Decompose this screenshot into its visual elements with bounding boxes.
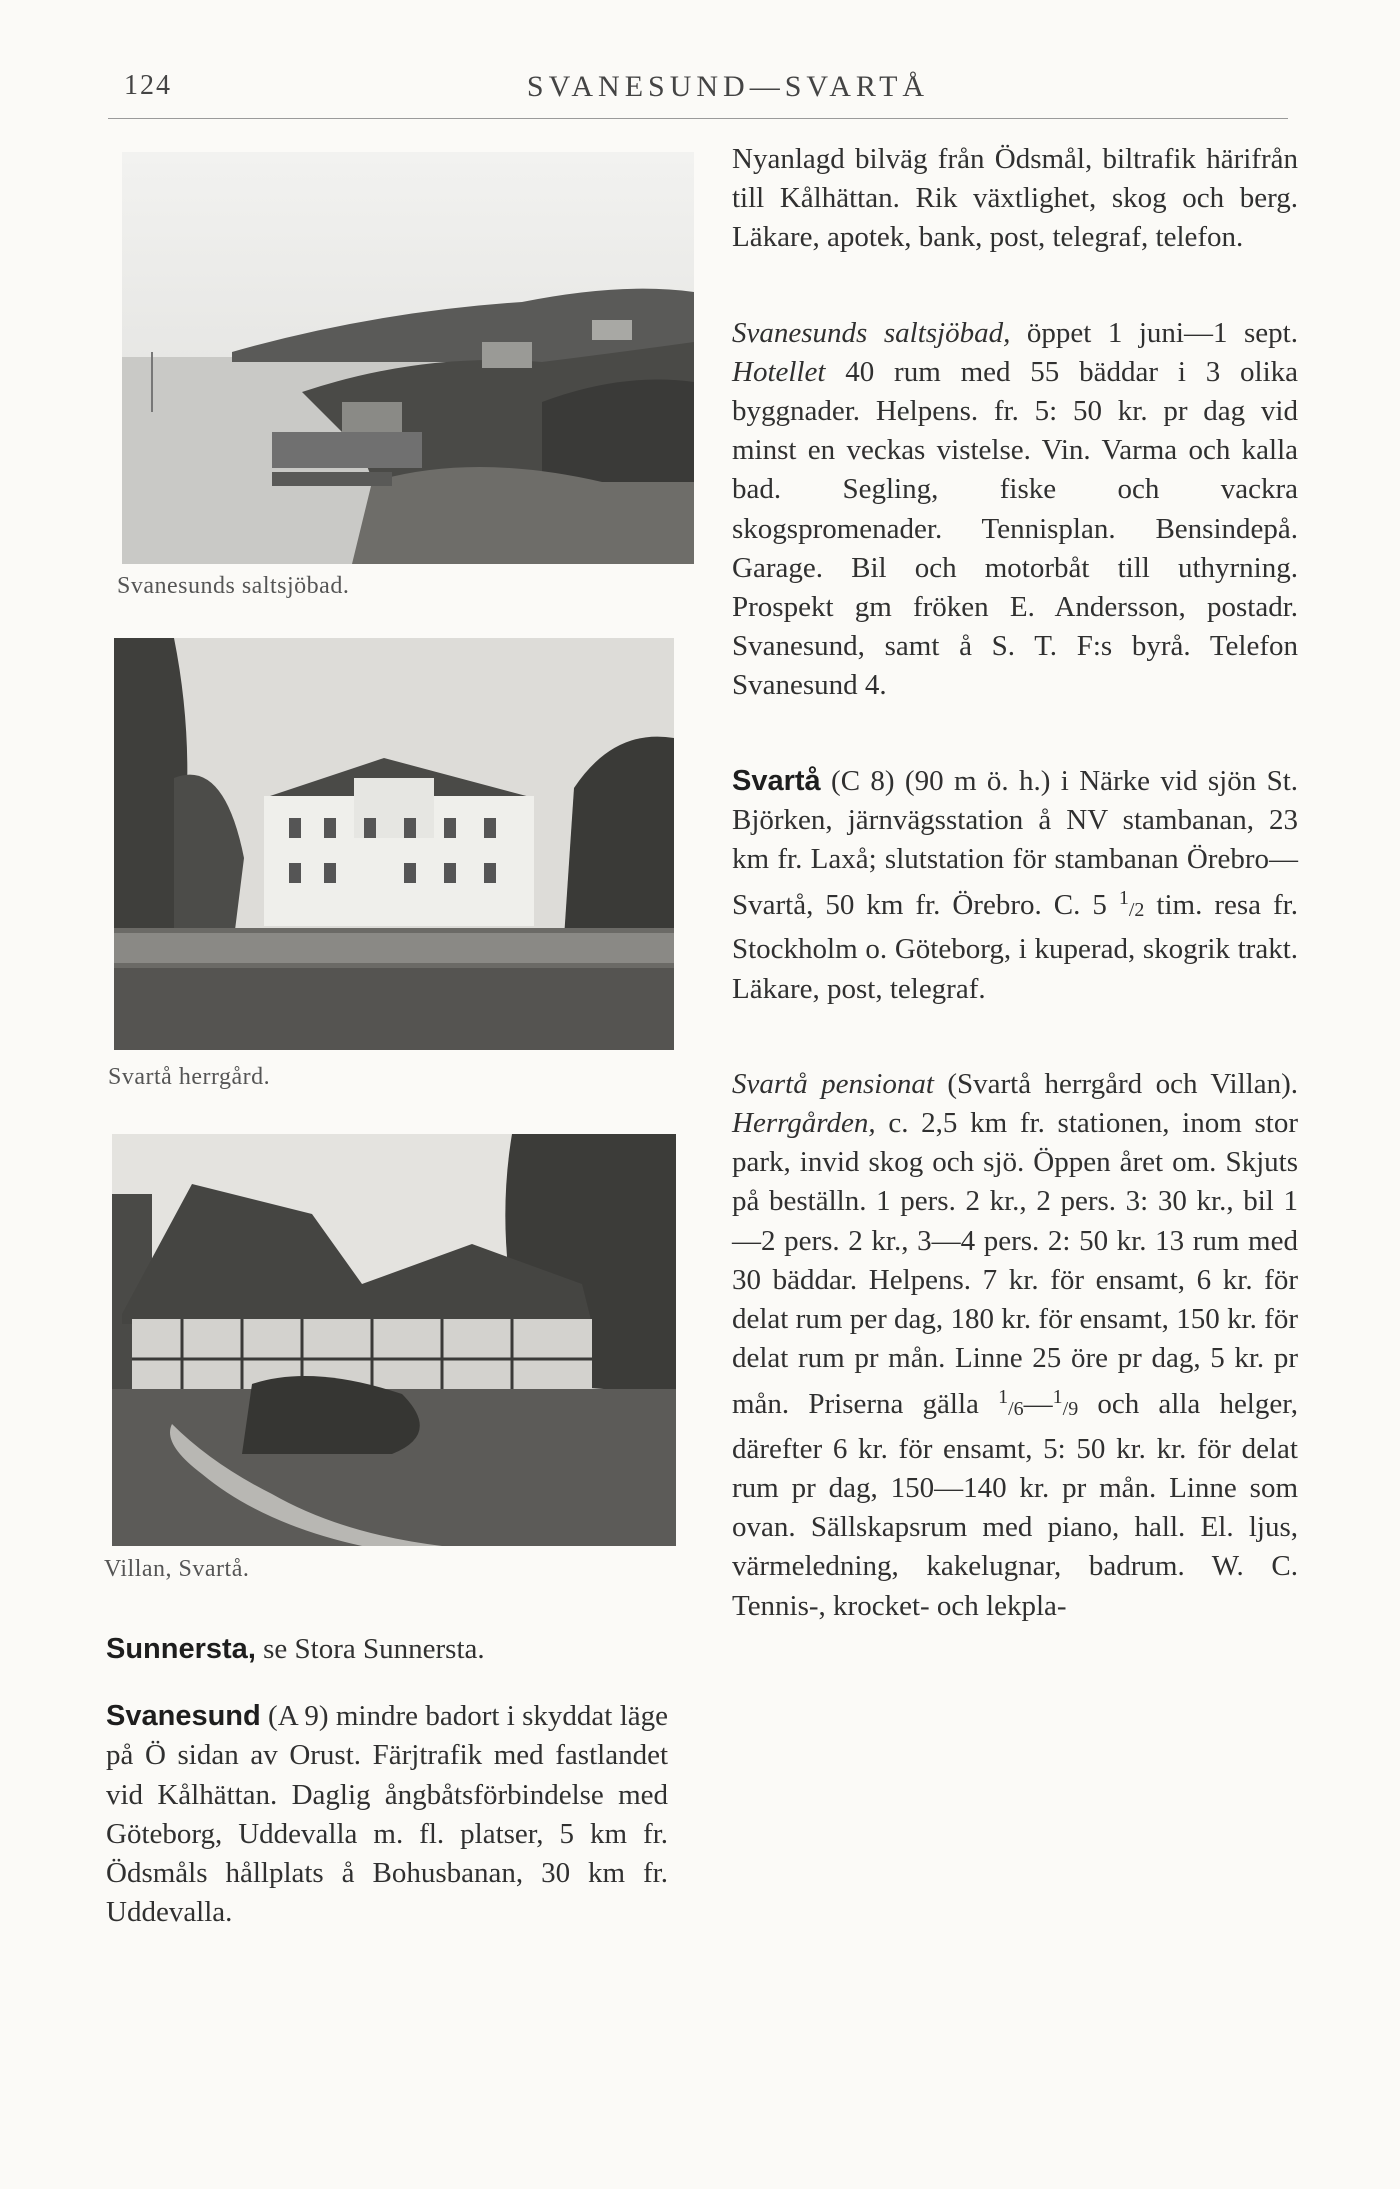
paragraph-road-info: Nyanlagd bilväg från Ödsmål, biltrafik härifrån till Kålhättan. Rik växtlighet, skog och berg. Läkare, apotek, bank, post, telegraf, telefon. xyxy=(732,143,1298,254)
photo-svarta-villa xyxy=(112,1134,676,1546)
caption-svarta-manor: Svartå herrgård. xyxy=(108,1064,271,1090)
italic-hotellet: Hotellet xyxy=(732,355,826,388)
text-svanesund-bath-b: 40 rum med 55 bäddar i 3 olika byggnader. Helpens. fr. 5: 50 kr. pr dag vid minst en veckas vistelse. Vin. Varma och kalla bad. Segling, fiske och vackra skogspromenader. Tennisplan. Bensindepå. Garage. Bil och motorbåt till uthyrning. Prospekt gm fröken E. Andersson, postadr. Svanesund, samt å S. T. F:s byrå. Telefon Svanesund 4. xyxy=(732,355,1298,702)
entry-name-svarta: Svartå xyxy=(732,764,821,797)
text-svarta-pension-c: och alla helger, därefter 6 kr. för ensamt, 5: 50 kr. kr. för delat rum pr dag, 150—140 kr. pr mån. Linne som ovan. Sällskapsrum med piano, hall. El. ljus, värmeledning, kakelugnar, badrum. W. C. Tennis-, krocket- och lekpla- xyxy=(732,1388,1298,1622)
fraction2-denominator: /9 xyxy=(1062,1398,1079,1421)
photo-svanesund-bath xyxy=(122,152,694,564)
caption-svanesund-bath: Svanesunds saltsjöbad. xyxy=(117,573,350,599)
right-column xyxy=(732,140,1298,1626)
entry-text-svarta-b: tim. resa fr. Stockholm o. Göteborg, i kuperad, skogrik trakt. Läkare, post, telegraf. xyxy=(732,889,1298,1005)
entry-text-svanesund: (A 9) mindre badort i skyddat läge på Ö sidan av Orust. Färjtrafik med fastlandet vid Kålhättan. Daglig ångbåtsförbindelse med Göteborg, Uddevalla m. fl. platser, 5 km fr. Ödsmåls hållplats å Bohusbanan, 30 km fr. Uddevalla. xyxy=(106,1700,668,1929)
fraction-numerator: 1 xyxy=(1118,887,1129,910)
paragraph-svanesund-bath xyxy=(732,314,1298,706)
fraction-denominator: /2 xyxy=(1128,899,1145,922)
entry-sunnersta xyxy=(106,1630,668,1669)
entry-name-svanesund: Svanesund xyxy=(106,1700,261,1733)
entry-text-svarta-a: (C 8) (90 m ö. h.) i Närke vid sjön St. Björken, järnvägsstation å NV stambanan, 23 km fr. Laxå; slutstation för stambanan Örebro—Svartå, 50 km fr. Örebro. C. 5 xyxy=(732,764,1298,922)
paragraph-svarta-pension xyxy=(732,1065,1298,1626)
entry-text-sunnersta: se Stora Sunnersta. xyxy=(255,1633,485,1665)
italic-svanesund-bath: Svanesunds saltsjöbad, xyxy=(732,316,1011,349)
entry-svanesund xyxy=(106,1697,668,1932)
page-header xyxy=(108,68,1288,119)
text-svanesund-bath-a: öppet 1 juni—1 sept. xyxy=(1010,316,1298,349)
entry-svarta xyxy=(732,762,1298,1009)
fraction1-denominator: /6 xyxy=(1008,1398,1024,1421)
fraction1-numerator: 1 xyxy=(998,1386,1009,1409)
text-svarta-pension-a: (Svartå herrgård och Villan). xyxy=(933,1067,1298,1100)
italic-svarta-pension: Svartå pensionat xyxy=(732,1067,934,1100)
italic-herrgarden: Herrgården, xyxy=(732,1107,876,1140)
text-svarta-pension-b: c. 2,5 km fr. stationen, inom stor park, invid skog och sjö. Öppen året om. Skjuts på beställn. 1 pers. 2 kr., 2 pers. 3: 30 kr., bil 1—2 pers. 2 kr., 3—4 pers. 2: 50 kr. 13 rum med 30 bäddar. Helpens. 7 kr. för ensamt, 6 kr. för delat rum per dag, 180 kr. för ensamt, 150 kr. för delat rum pr mån. Linne 25 öre pr dag, 5 kr. pr mån. Priserna gälla xyxy=(732,1107,1298,1421)
fraction-dash: — xyxy=(1023,1388,1053,1421)
caption-svarta-villa: Villan, Svartå. xyxy=(104,1556,250,1582)
entry-name-sunnersta: Sunnersta, xyxy=(106,1633,256,1665)
left-column xyxy=(106,1630,668,1932)
fraction2-numerator: 1 xyxy=(1052,1386,1063,1409)
page-number: 124 xyxy=(124,70,172,101)
photo-svarta-manor xyxy=(114,638,674,1050)
running-head: SVANESUND—SVARTÅ xyxy=(526,70,930,103)
